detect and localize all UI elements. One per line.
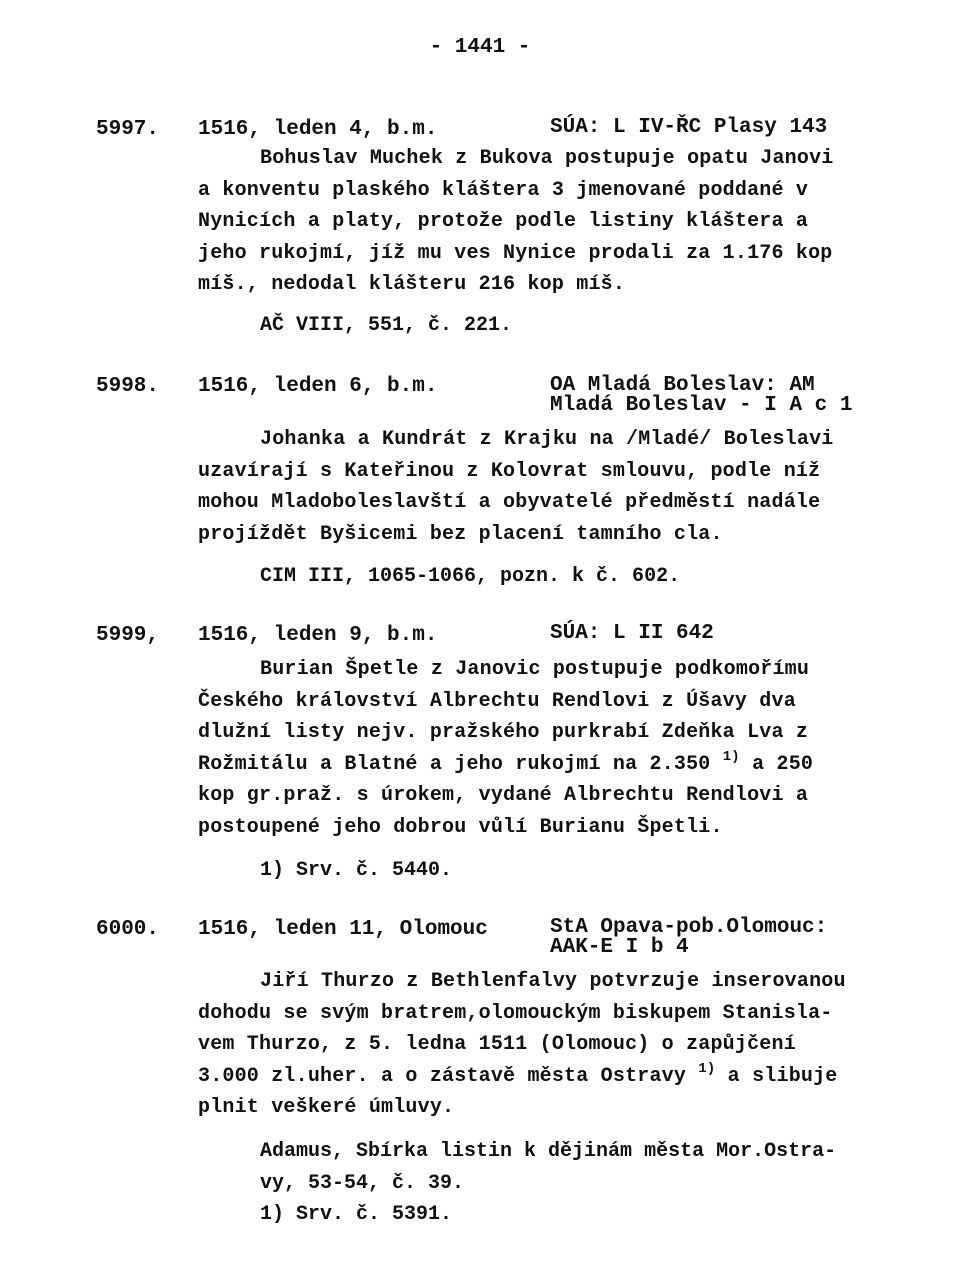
page-number: - 1441 - <box>429 36 531 59</box>
entry-source <box>550 118 870 138</box>
entry-number: 5997. <box>96 118 160 141</box>
entry-number: 6000. <box>96 918 160 941</box>
entry-date: 1516, leden 6, b.m. <box>198 375 438 398</box>
entry-source <box>550 918 870 958</box>
entry-source <box>550 376 870 416</box>
entry-reference <box>260 1136 836 1231</box>
source-line: Mladá Boleslav - I A c 1 <box>550 394 853 417</box>
entry-regest <box>198 654 870 843</box>
regest-line <box>198 749 870 781</box>
entry-reference <box>260 561 680 593</box>
regest-line: uzavírají s Kateřinou z Kolovrat smlouvu, podle níž <box>198 459 821 483</box>
regest-text: 3.000 zl.uher. a o zástavě města Ostravy <box>198 1064 687 1088</box>
regest-line <box>198 1061 870 1093</box>
regest-line: Bohuslav Muchek z Bukova postupuje opatu Janovi <box>260 147 834 170</box>
regest-line: Burian Špetle z Janovic postupuje podkomořímu <box>260 658 810 681</box>
source-line: SÚA: L II 642 <box>550 622 714 645</box>
regest-line: a konventu plaského kláštera 3 jmenované poddané v <box>198 178 809 202</box>
regest-line: postoupené jeho dobrou vůlí Burianu Špetli. <box>198 815 723 839</box>
entry-number: 5998. <box>96 375 160 398</box>
regest-line: jeho rukojmí, jíž mu ves Nynice prodali za 1.176 kop <box>198 241 833 265</box>
entry-number: 5999, <box>96 624 160 647</box>
source-line: AAK-E I b 4 <box>550 936 689 959</box>
regest-line: plnit veškeré úmluvy. <box>198 1096 455 1119</box>
entry-regest <box>198 143 870 301</box>
footnote-line: 1) Srv. č. 5440. <box>260 859 453 882</box>
regest-line: Českého království Albrechtu Rendlovi z Úšavy dva <box>198 689 796 713</box>
reference-line: AČ VIII, 551, č. 221. <box>260 314 513 337</box>
footnote-marker: 1) <box>698 1060 716 1077</box>
regest-text: Rožmitálu a Blatné a jeho rukojmí na 2.350 <box>198 752 711 776</box>
source-line: SÚA: L IV-ŘC Plasy 143 <box>550 116 828 139</box>
footnote-marker: 1) <box>722 748 740 765</box>
regest-text: a 250 <box>739 752 814 776</box>
source-line: StA Opava-pob.Olomouc: <box>550 916 828 939</box>
entry-regest <box>198 966 870 1124</box>
entry-source <box>550 624 870 644</box>
regest-line: Johanka a Kundrát z Krajku na /Mladé/ Boleslavi <box>260 428 834 451</box>
entry-date: 1516, leden 9, b.m. <box>198 624 438 647</box>
entry-reference <box>260 310 512 342</box>
entry-regest <box>198 424 870 550</box>
regest-line: dlužní listy nejv. pražského purkrabí Zdeňka Lva z <box>198 721 809 744</box>
reference-line: Adamus, Sbírka listin k dějinám města Mor.Ostra- <box>260 1140 837 1163</box>
regest-line: kop gr.praž. s úrokem, vydané Albrechtu Rendlovi a <box>198 784 809 807</box>
regest-line: Nynicích a platy, protože podle listiny kláštera a <box>198 210 809 233</box>
reference-line: CIM III, 1065-1066, pozn. k č. 602. <box>260 565 681 588</box>
regest-line: Jiří Thurzo z Bethlenfalvy potvrzuje inserovanou <box>260 970 846 993</box>
regest-line: projíždět Byšicemi bez placení tamního cla. <box>198 522 723 546</box>
reference-line: vy, 53-54, č. 39. <box>260 1171 465 1195</box>
footnote-line: 1) Srv. č. 5391. <box>260 1203 453 1226</box>
regest-line: vem Thurzo, z 5. ledna 1511 (Olomouc) o zapůjčení <box>198 1033 796 1056</box>
entry-date: 1516, leden 4, b.m. <box>198 118 438 141</box>
source-line: OA Mladá Boleslav: AM <box>550 374 815 397</box>
regest-line: mohou Mladoboleslavští a obyvatelé předměstí nadále <box>198 491 821 514</box>
entry-date: 1516, leden 11, Olomouc <box>198 918 488 941</box>
entry-reference <box>260 855 452 887</box>
regest-line: dohodu se svým bratrem,olomouckým biskupem Stanisla- <box>198 1001 833 1025</box>
regest-line: míš., nedodal klášteru 216 kop míš. <box>198 273 626 296</box>
regest-text: a slibuje <box>715 1064 838 1088</box>
